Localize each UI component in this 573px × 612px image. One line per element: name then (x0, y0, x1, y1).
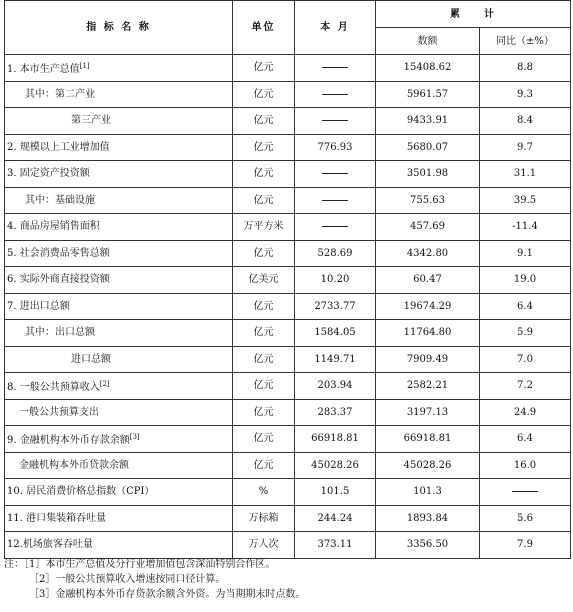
dash-placeholder (322, 226, 348, 227)
row-unit: 亿元 (233, 81, 295, 108)
row-yoy: 6.4 (480, 426, 571, 453)
row-month: 776.93 (295, 134, 376, 161)
row-month: 1149.71 (295, 346, 376, 373)
row-name-text: 一般公共预算支出 (19, 406, 99, 418)
row-month (295, 187, 376, 214)
row-name-text: 进口总额 (71, 353, 111, 365)
row-name (5, 267, 233, 294)
row-month (295, 81, 376, 108)
row-unit: 亿元 (233, 161, 295, 188)
table-row (5, 346, 571, 373)
table-row (5, 399, 571, 426)
row-month (295, 55, 376, 82)
table-row (5, 293, 571, 320)
row-unit: 亿元 (233, 293, 295, 320)
header-unit: 单位 (233, 1, 295, 55)
row-name-text: 7. 进出口总额 (7, 300, 70, 312)
table-row (5, 161, 571, 188)
table-row (5, 532, 571, 559)
row-month: 2733.77 (295, 293, 376, 320)
row-amount: 19674.29 (376, 293, 480, 320)
row-amount: 101.3 (376, 479, 480, 506)
row-yoy: 5.6 (480, 505, 571, 532)
row-name (5, 134, 233, 161)
header-cumulative: 累 计 (376, 1, 571, 28)
row-month: 283.37 (295, 399, 376, 426)
row-unit: 亿元 (233, 187, 295, 214)
row-yoy: 7.2 (480, 373, 571, 400)
row-amount: 9433.91 (376, 108, 480, 135)
row-name (5, 161, 233, 188)
footnotes (4, 557, 570, 602)
row-amount: 66918.81 (376, 426, 480, 453)
row-unit: 亿美元 (233, 267, 295, 294)
table-row (5, 373, 571, 400)
row-unit: 亿元 (233, 55, 295, 82)
row-unit: 亿元 (233, 346, 295, 373)
row-name-text: 第三产业 (71, 115, 111, 127)
row-name (5, 532, 233, 559)
row-yoy: 31.1 (480, 161, 571, 188)
dash-placeholder (322, 120, 348, 121)
row-name (5, 81, 233, 108)
dash-placeholder (322, 67, 348, 68)
header-month: 本 月 (295, 1, 376, 55)
row-unit: 亿元 (233, 108, 295, 135)
row-amount: 7909.49 (376, 346, 480, 373)
table-row (5, 187, 571, 214)
row-yoy: 7.9 (480, 532, 571, 559)
row-amount: 2582.21 (376, 373, 480, 400)
row-name (5, 293, 233, 320)
row-amount: 457.69 (376, 214, 480, 241)
row-amount: 5680.07 (376, 134, 480, 161)
header-amount: 数额 (376, 28, 480, 55)
table-row (5, 134, 571, 161)
row-unit: 亿元 (233, 320, 295, 347)
table-row (5, 81, 571, 108)
row-name-text: 3. 固定资产投资额 (7, 168, 90, 180)
row-unit: 亿元 (233, 399, 295, 426)
footnote-2: ［2］一般公共预算收入增速按同口径计算。 (29, 574, 226, 585)
footnote-1: 注：［1］本市生产总值及分行业增加值包含深汕特别合作区。 (4, 559, 276, 570)
footnote-3: ［3］金融机构本外币存贷款余额含外资。为当期期末时点数。 (29, 589, 306, 600)
row-name-text: 其中：基础设施 (25, 194, 95, 206)
row-yoy: 7.0 (480, 346, 571, 373)
row-month: 203.94 (295, 373, 376, 400)
row-amount: 5961.57 (376, 81, 480, 108)
row-name-text: 9. 金融机构本外币存款余额 (7, 434, 130, 446)
table-row (5, 108, 571, 135)
row-yoy: 9.1 (480, 240, 571, 267)
row-month: 244.24 (295, 505, 376, 532)
header-yoy: 同比（±%） (480, 28, 571, 55)
row-name (5, 505, 233, 532)
row-month: 373.11 (295, 532, 376, 559)
table-header (5, 1, 571, 55)
row-amount: 755.63 (376, 187, 480, 214)
row-name (5, 426, 233, 453)
row-name-text: 11. 港口集装箱吞吐量 (7, 512, 107, 524)
table-row (5, 479, 571, 506)
row-name (5, 187, 233, 214)
row-amount: 15408.62 (376, 55, 480, 82)
row-amount: 3501.98 (376, 161, 480, 188)
row-amount: 3197.13 (376, 399, 480, 426)
header-indicator: 指 标 名 称 (5, 1, 233, 55)
row-name-text: 6. 实际外商直接投资额 (7, 274, 110, 286)
row-amount: 1893.84 (376, 505, 480, 532)
row-unit: 亿元 (233, 240, 295, 267)
row-yoy: 8.4 (480, 108, 571, 135)
row-name-text: 金融机构本外币贷款余额 (19, 459, 129, 471)
row-yoy: 19.0 (480, 267, 571, 294)
row-amount: 45028.26 (376, 452, 480, 479)
row-month: 66918.81 (295, 426, 376, 453)
row-name (5, 373, 233, 400)
dash-placeholder (322, 94, 348, 95)
row-name (5, 214, 233, 241)
row-name-text: 1. 本市生产总值 (7, 63, 80, 75)
row-yoy: 6.4 (480, 293, 571, 320)
row-yoy: 24.9 (480, 399, 571, 426)
row-yoy: 8.8 (480, 55, 571, 82)
row-unit: 亿元 (233, 134, 295, 161)
row-yoy (480, 479, 571, 506)
row-amount: 3356.50 (376, 532, 480, 559)
table-row (5, 452, 571, 479)
row-amount: 60.47 (376, 267, 480, 294)
row-month: 528.69 (295, 240, 376, 267)
row-month: 1584.05 (295, 320, 376, 347)
row-yoy: 5.9 (480, 320, 571, 347)
table-row (5, 505, 571, 532)
row-name-text: 4. 商品房屋销售面积 (7, 221, 100, 233)
row-unit: 万人次 (233, 532, 295, 559)
dash-placeholder (512, 491, 538, 492)
row-unit: 万标箱 (233, 505, 295, 532)
footnote-ref: [1] (79, 61, 90, 70)
row-amount: 11764.80 (376, 320, 480, 347)
row-unit: 亿元 (233, 426, 295, 453)
row-month: 45028.26 (295, 452, 376, 479)
table-row (5, 267, 571, 294)
row-unit: 万平方米 (233, 214, 295, 241)
row-name (5, 240, 233, 267)
row-name (5, 108, 233, 135)
row-unit: 亿元 (233, 452, 295, 479)
row-month: 10.20 (295, 267, 376, 294)
row-month (295, 214, 376, 241)
row-unit: % (233, 479, 295, 506)
row-name-text: 其中：出口总额 (25, 327, 95, 339)
row-unit: 亿元 (233, 373, 295, 400)
row-month: 101.5 (295, 479, 376, 506)
row-name (5, 452, 233, 479)
row-name (5, 346, 233, 373)
row-name-text: 2. 规模以上工业增加值 (7, 141, 110, 153)
footnote-ref: [3] (129, 432, 140, 441)
row-yoy: 16.0 (480, 452, 571, 479)
table-row (5, 320, 571, 347)
row-month (295, 161, 376, 188)
row-name-text: 10. 居民消费价格总指数（CPI） (7, 486, 155, 498)
statistics-table-container (4, 0, 570, 559)
row-yoy: -11.4 (480, 214, 571, 241)
table-row (5, 214, 571, 241)
dash-placeholder (322, 200, 348, 201)
row-name-text: 5. 社会消费品零售总额 (7, 247, 110, 259)
row-name (5, 55, 233, 82)
row-name-text: 8. 一般公共预算收入 (7, 381, 100, 393)
row-month (295, 108, 376, 135)
table-row (5, 240, 571, 267)
row-yoy: 39.5 (480, 187, 571, 214)
row-yoy: 9.7 (480, 134, 571, 161)
row-name-text: 12.机场旅客吞吐量 (7, 539, 93, 551)
row-name (5, 479, 233, 506)
table-row (5, 426, 571, 453)
table-body (5, 55, 571, 559)
footnote-ref: [2] (99, 379, 110, 388)
table-row (5, 55, 571, 82)
dash-placeholder (322, 173, 348, 174)
row-name (5, 320, 233, 347)
row-name-text: 其中：第二产业 (25, 88, 95, 100)
row-amount: 4342.80 (376, 240, 480, 267)
row-yoy: 9.3 (480, 81, 571, 108)
row-name (5, 399, 233, 426)
statistics-table (4, 0, 571, 559)
